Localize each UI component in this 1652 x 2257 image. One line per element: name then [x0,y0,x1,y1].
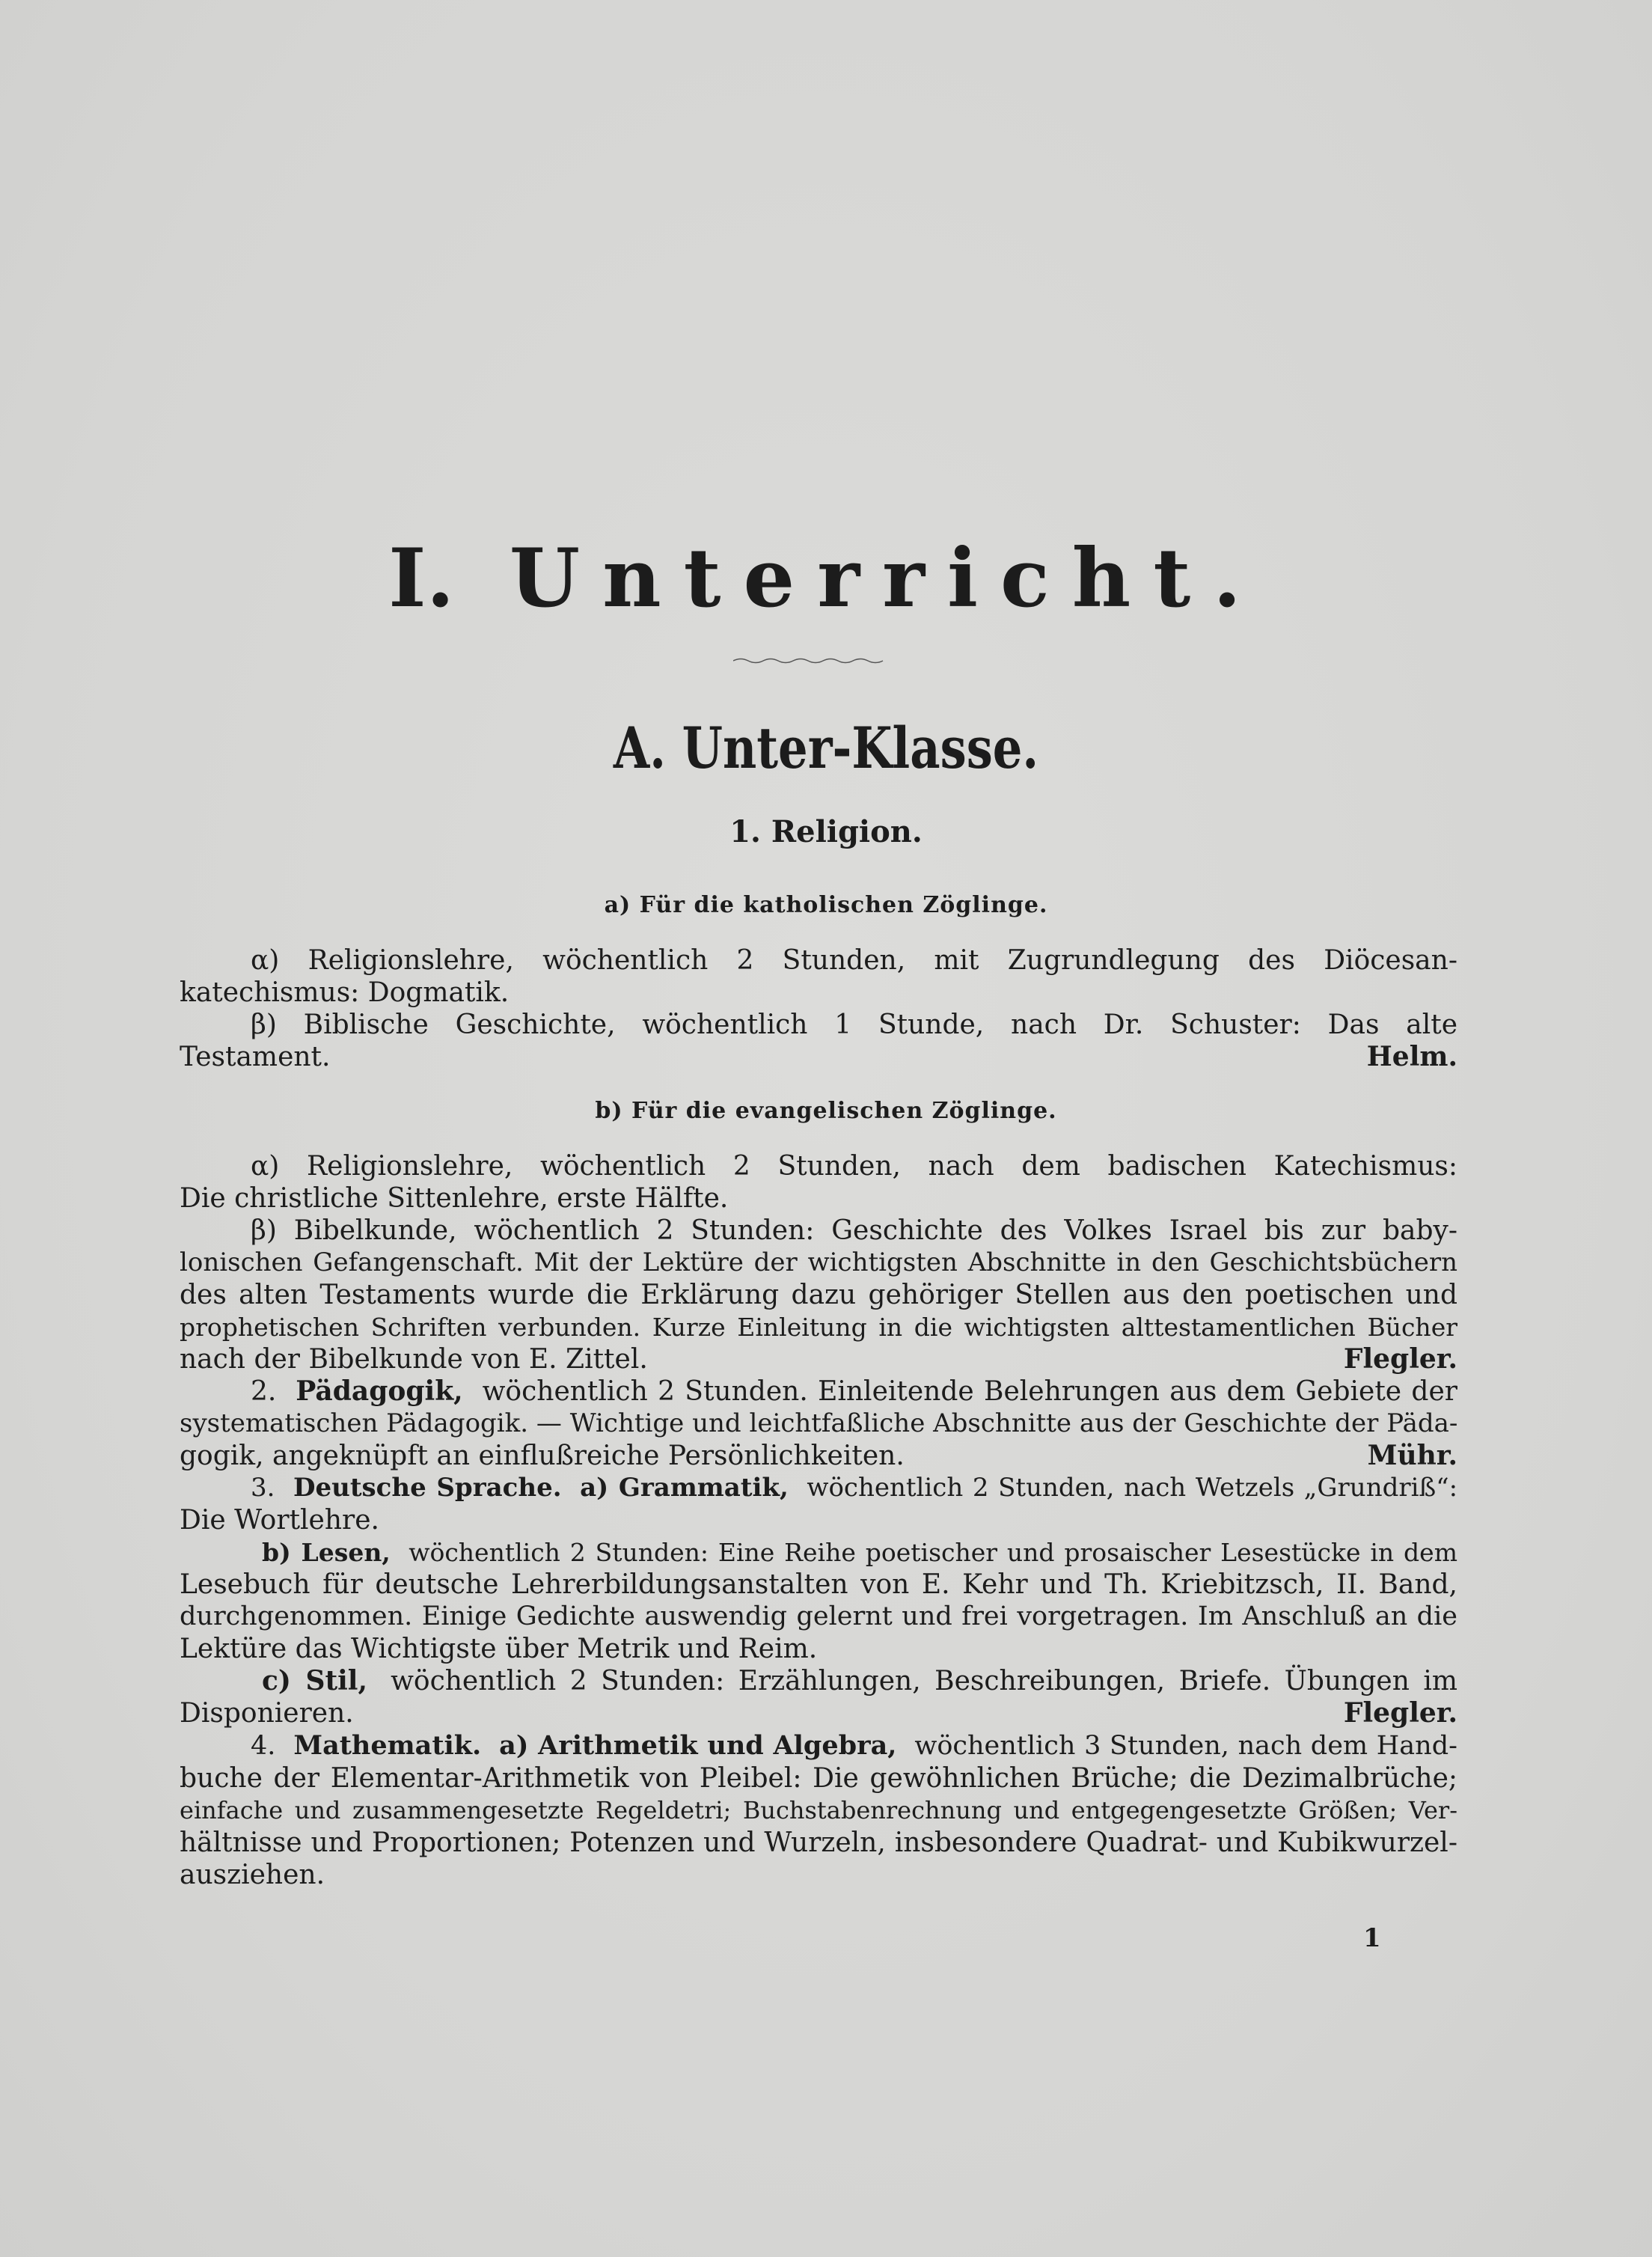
text-line: einfache und zusammengesetzte Regeldetri; Buchstabenrechnung und entgegengesetzte Größen; Ver- [180,1796,1457,1824]
text-line: Die Wortlehre. [180,1505,379,1536]
text-segment: wöchentlich 2 Stunden, nach Wetzels „Grundriß“: [807,1473,1458,1503]
section-title: A. Unter-Klasse. [613,715,1039,781]
text-line-with-signature [180,1343,1457,1375]
section-heading: Pädagogik, [296,1375,463,1407]
signature: Mühr. [1367,1440,1457,1471]
section-heading: Mathematik. [293,1730,482,1761]
text-segment: Testament. [180,1042,331,1072]
text-segment: wöchentlich 2 Stunden: Erzählungen, Beschreibungen, Briefe. Übungen im [391,1666,1457,1696]
text-line: α) Religionslehre, wöchentlich 2 Stunden, nach dem badischen Katechismus: [251,1151,1457,1182]
text-line: ausziehen. [180,1860,325,1890]
text-line: β) Bibelkunde, wöchentlich 2 Stunden: Geschichte des Volkes Israel bis zur baby- [251,1215,1457,1246]
text-line: buche der Elementar-Arithmetik von Pleibel: Die gewöhnlichen Brüche; die Dezimalbrüche; [180,1763,1457,1794]
group-heading-evangelical: b) Für die evangelischen Zöglinge. [595,1098,1057,1124]
text-line: α) Religionslehre, wöchentlich 2 Stunden, mit Zugrundlegung des Diöcesan- [251,945,1457,976]
ornament-divider [733,656,890,666]
deutsch-line [180,1472,1457,1504]
text-segment: nach der Bibelkunde von E. Zittel. [180,1344,648,1375]
section-number: 2. [251,1376,277,1407]
stil-line [180,1665,1457,1697]
text-line: des alten Testaments wurde die Erklärung dazu gehöriger Stellen aus den poetischen und [180,1280,1457,1310]
paedagogik-line [180,1375,1457,1408]
section-heading: Deutsche Sprache. [293,1473,562,1503]
text-line: katechismus: Dogmatik. [180,977,510,1008]
text-line: durchgenommen. Einige Gedichte auswendig gelernt und frei vorgetragen. Im Anschluß an die [180,1601,1457,1631]
subsection-label: a) Grammatik, [580,1473,789,1503]
text-line: Die christliche Sittenlehre, erste Hälfte. [180,1183,729,1214]
subject-title-religion: 1. Religion. [729,814,923,849]
text-segment: gogik, angeknüpft an einflußreiche Persönlichkeiten. [180,1441,905,1471]
text-line-with-signature [180,1041,1457,1073]
subsection-label: c) Stil, [262,1665,368,1696]
section-number: 3. [251,1473,275,1503]
religion-catholic-block [180,944,1457,1073]
page-mark: 1 [1363,1923,1381,1953]
text-segment: wöchentlich 2 Stunden: Eine Reihe poetischer und prosaischer Lesestücke in dem [409,1538,1457,1567]
group-heading-catholic: a) Für die katholischen Zöglinge. [604,892,1048,918]
text-line: Lektüre das Wichtigste über Metrik und Reim. [180,1634,818,1664]
main-title-word: Unterricht. [509,531,1264,626]
text-segment: wöchentlich 2 Stunden. Einleitende Belehrungen aus dem Gebiete der [482,1376,1457,1407]
subsection-label: a) Arithmetik und Algebra, [499,1730,897,1761]
main-title [0,531,1652,626]
text-line-with-signature [180,1697,1457,1729]
text-line: prophetischen Schriften verbunden. Kurze Einleitung in die wichtigsten alttestamentlichen Bücher [180,1313,1457,1342]
text-line: Lesebuch für deutsche Lehrerbildungsanstalten von E. Kehr und Th. Kriebitzsch, II. Band, [180,1569,1457,1600]
mathematik-line [180,1729,1457,1762]
signature: Helm. [1366,1041,1457,1072]
text-line: lonischen Gefangenschaft. Mit der Lektüre der wichtigsten Abschnitte in den Geschichtsbüchern [180,1247,1457,1277]
main-title-roman: I. [388,531,455,626]
section-number: 4. [251,1731,276,1761]
text-line: systematischen Pädagogik. — Wichtige und leichtfaßliche Abschnitte aus der Geschichte der Päda- [180,1408,1458,1438]
lesen-line [180,1536,1457,1569]
text-segment: wöchentlich 3 Stunden, nach dem Hand- [914,1731,1457,1761]
religion-evangelical-block [180,1150,1457,1891]
text-segment: Disponieren. [180,1698,354,1729]
text-line: β) Biblische Geschichte, wöchentlich 1 Stunde, nach Dr. Schuster: Das alte [251,1010,1457,1040]
signature: Flegler. [1343,1343,1457,1375]
text-line: hältnisse und Proportionen; Potenzen und Wurzeln, insbesondere Quadrat- und Kubikwurzel- [180,1827,1457,1858]
text-line-with-signature [180,1440,1457,1472]
signature: Flegler. [1343,1697,1457,1729]
subsection-label: b) Lesen, [262,1538,391,1567]
